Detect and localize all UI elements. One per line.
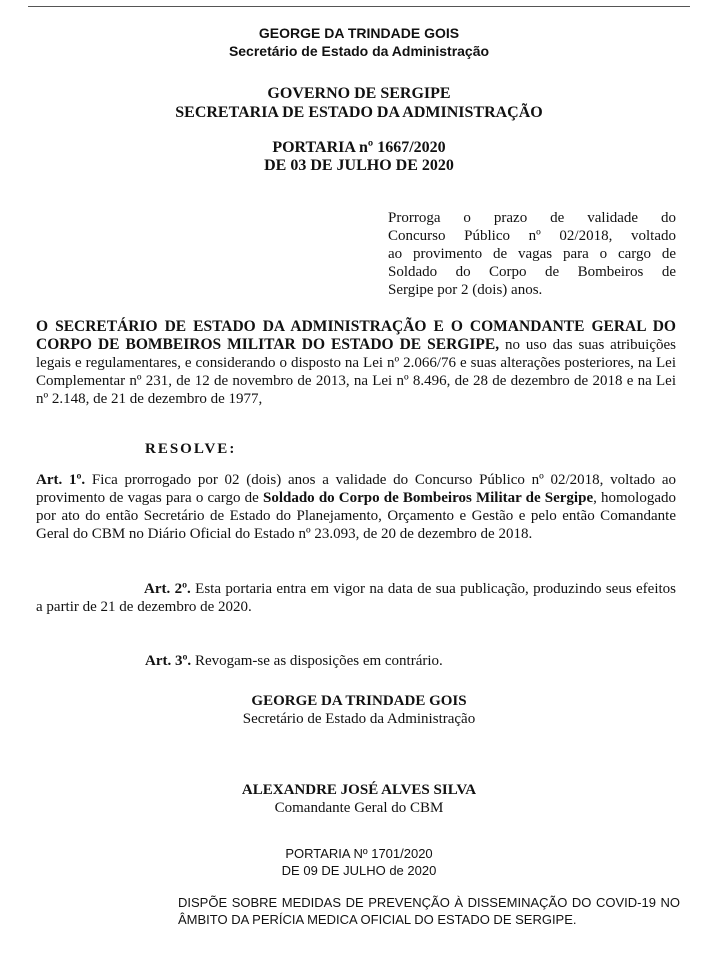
portaria-1-date: DE 03 DE JULHO DE 2020 xyxy=(264,157,454,174)
article-3-label: Art. 3º. xyxy=(145,653,192,669)
portaria-2-ementa: DISPÕE SOBRE MEDIDAS DE PREVENÇÃO À DISSEMINAÇÃO DO COVID-19 NO ÂMBITO DA PERÍCIA MEDICA OFICIAL DO ESTADO DE SERGIPE. xyxy=(178,895,680,927)
top-divider xyxy=(28,6,690,7)
article-1-text-rest: , homologado por ato do então Secretário de Estado do Planejamento, Orçamento e Gestão e pelo então Comandante Geral do CBM no Diário Oficial do Estado nº 23.093, de 20 de dezembro de 2018. xyxy=(36,490,676,542)
preamble-authorities: O SECRETÁRIO DE ESTADO DA ADMINISTRAÇÃO E O COMANDANTE GERAL DO CORPO DE BOMBEIROS MILITAR DO ESTADO DE SERGIPE, xyxy=(36,318,676,353)
header-signatory-name: GEORGE DA TRINDADE GOIS xyxy=(258,25,460,41)
ementa-last-line: Sergipe por 2 (dois) anos. xyxy=(388,282,543,298)
portaria-1-ementa xyxy=(388,209,676,281)
header-signatory-title: Secretário de Estado da Administração xyxy=(228,43,490,59)
resolve-heading: RESOLVE: xyxy=(145,441,237,457)
ementa-line: Concurso Público nº 02/2018, voltado xyxy=(388,228,676,244)
article-3 xyxy=(145,652,443,670)
article-1-text: Fica prorrogado por 02 (dois) anos a validade do Concurso Público nº 02/2018, voltado ao provimento de vagas para o cargo de xyxy=(36,472,677,506)
ementa-line: Prorroga o prazo de validade do xyxy=(388,210,676,226)
signer-2-name: ALEXANDRE JOSÉ ALVES SILVA xyxy=(241,782,477,798)
article-1 xyxy=(36,471,676,543)
signer-2-title: Comandante Geral do CBM xyxy=(274,800,444,816)
article-2-label: Art. 2º. xyxy=(144,581,191,597)
article-1-label: Art. 1º. xyxy=(36,472,86,488)
portaria-1-preamble xyxy=(36,318,676,408)
signer-1-name: GEORGE DA TRINDADE GOIS xyxy=(251,693,467,709)
secretariat-name: SECRETARIA DE ESTADO DA ADMINISTRAÇÃO xyxy=(175,104,543,121)
signer-1-title: Secretário de Estado da Administração xyxy=(242,711,476,727)
portaria-1-number: PORTARIA nº 1667/2020 xyxy=(272,139,446,156)
portaria-2-number: PORTARIA Nº 1701/2020 xyxy=(285,846,433,861)
article-3-text: Revogam-se as disposições em contrário. xyxy=(194,653,443,669)
portaria-2-date: DE 09 DE JULHO de 2020 xyxy=(281,863,437,878)
ementa-line: ao provimento de vagas para o cargo de xyxy=(388,246,676,262)
ementa-line: Soldado do Corpo de Bombeiros de xyxy=(388,264,676,280)
preamble-considerations: no uso das suas atribuições legais e regulamentares, e considerando o disposto na Lei nº 2.066/76 e suas alterações posteriores, na Lei Complementar nº 231, de 12 de novembro de 2013, na Lei nº 8.496, de 28 de dezembro de 2018 e na Lei nº 2.148, de 21 de dezembro de 1977, xyxy=(36,337,676,407)
article-2-text: Esta portaria entra em vigor na data de sua publicação, produzindo seus efeitos a partir de 21 de dezembro de 2020. xyxy=(36,581,677,615)
article-2 xyxy=(36,580,676,616)
article-1-cargo: Soldado do Corpo de Bombeiros Militar de Sergipe xyxy=(262,490,594,506)
government-name: GOVERNO DE SERGIPE xyxy=(267,85,451,102)
